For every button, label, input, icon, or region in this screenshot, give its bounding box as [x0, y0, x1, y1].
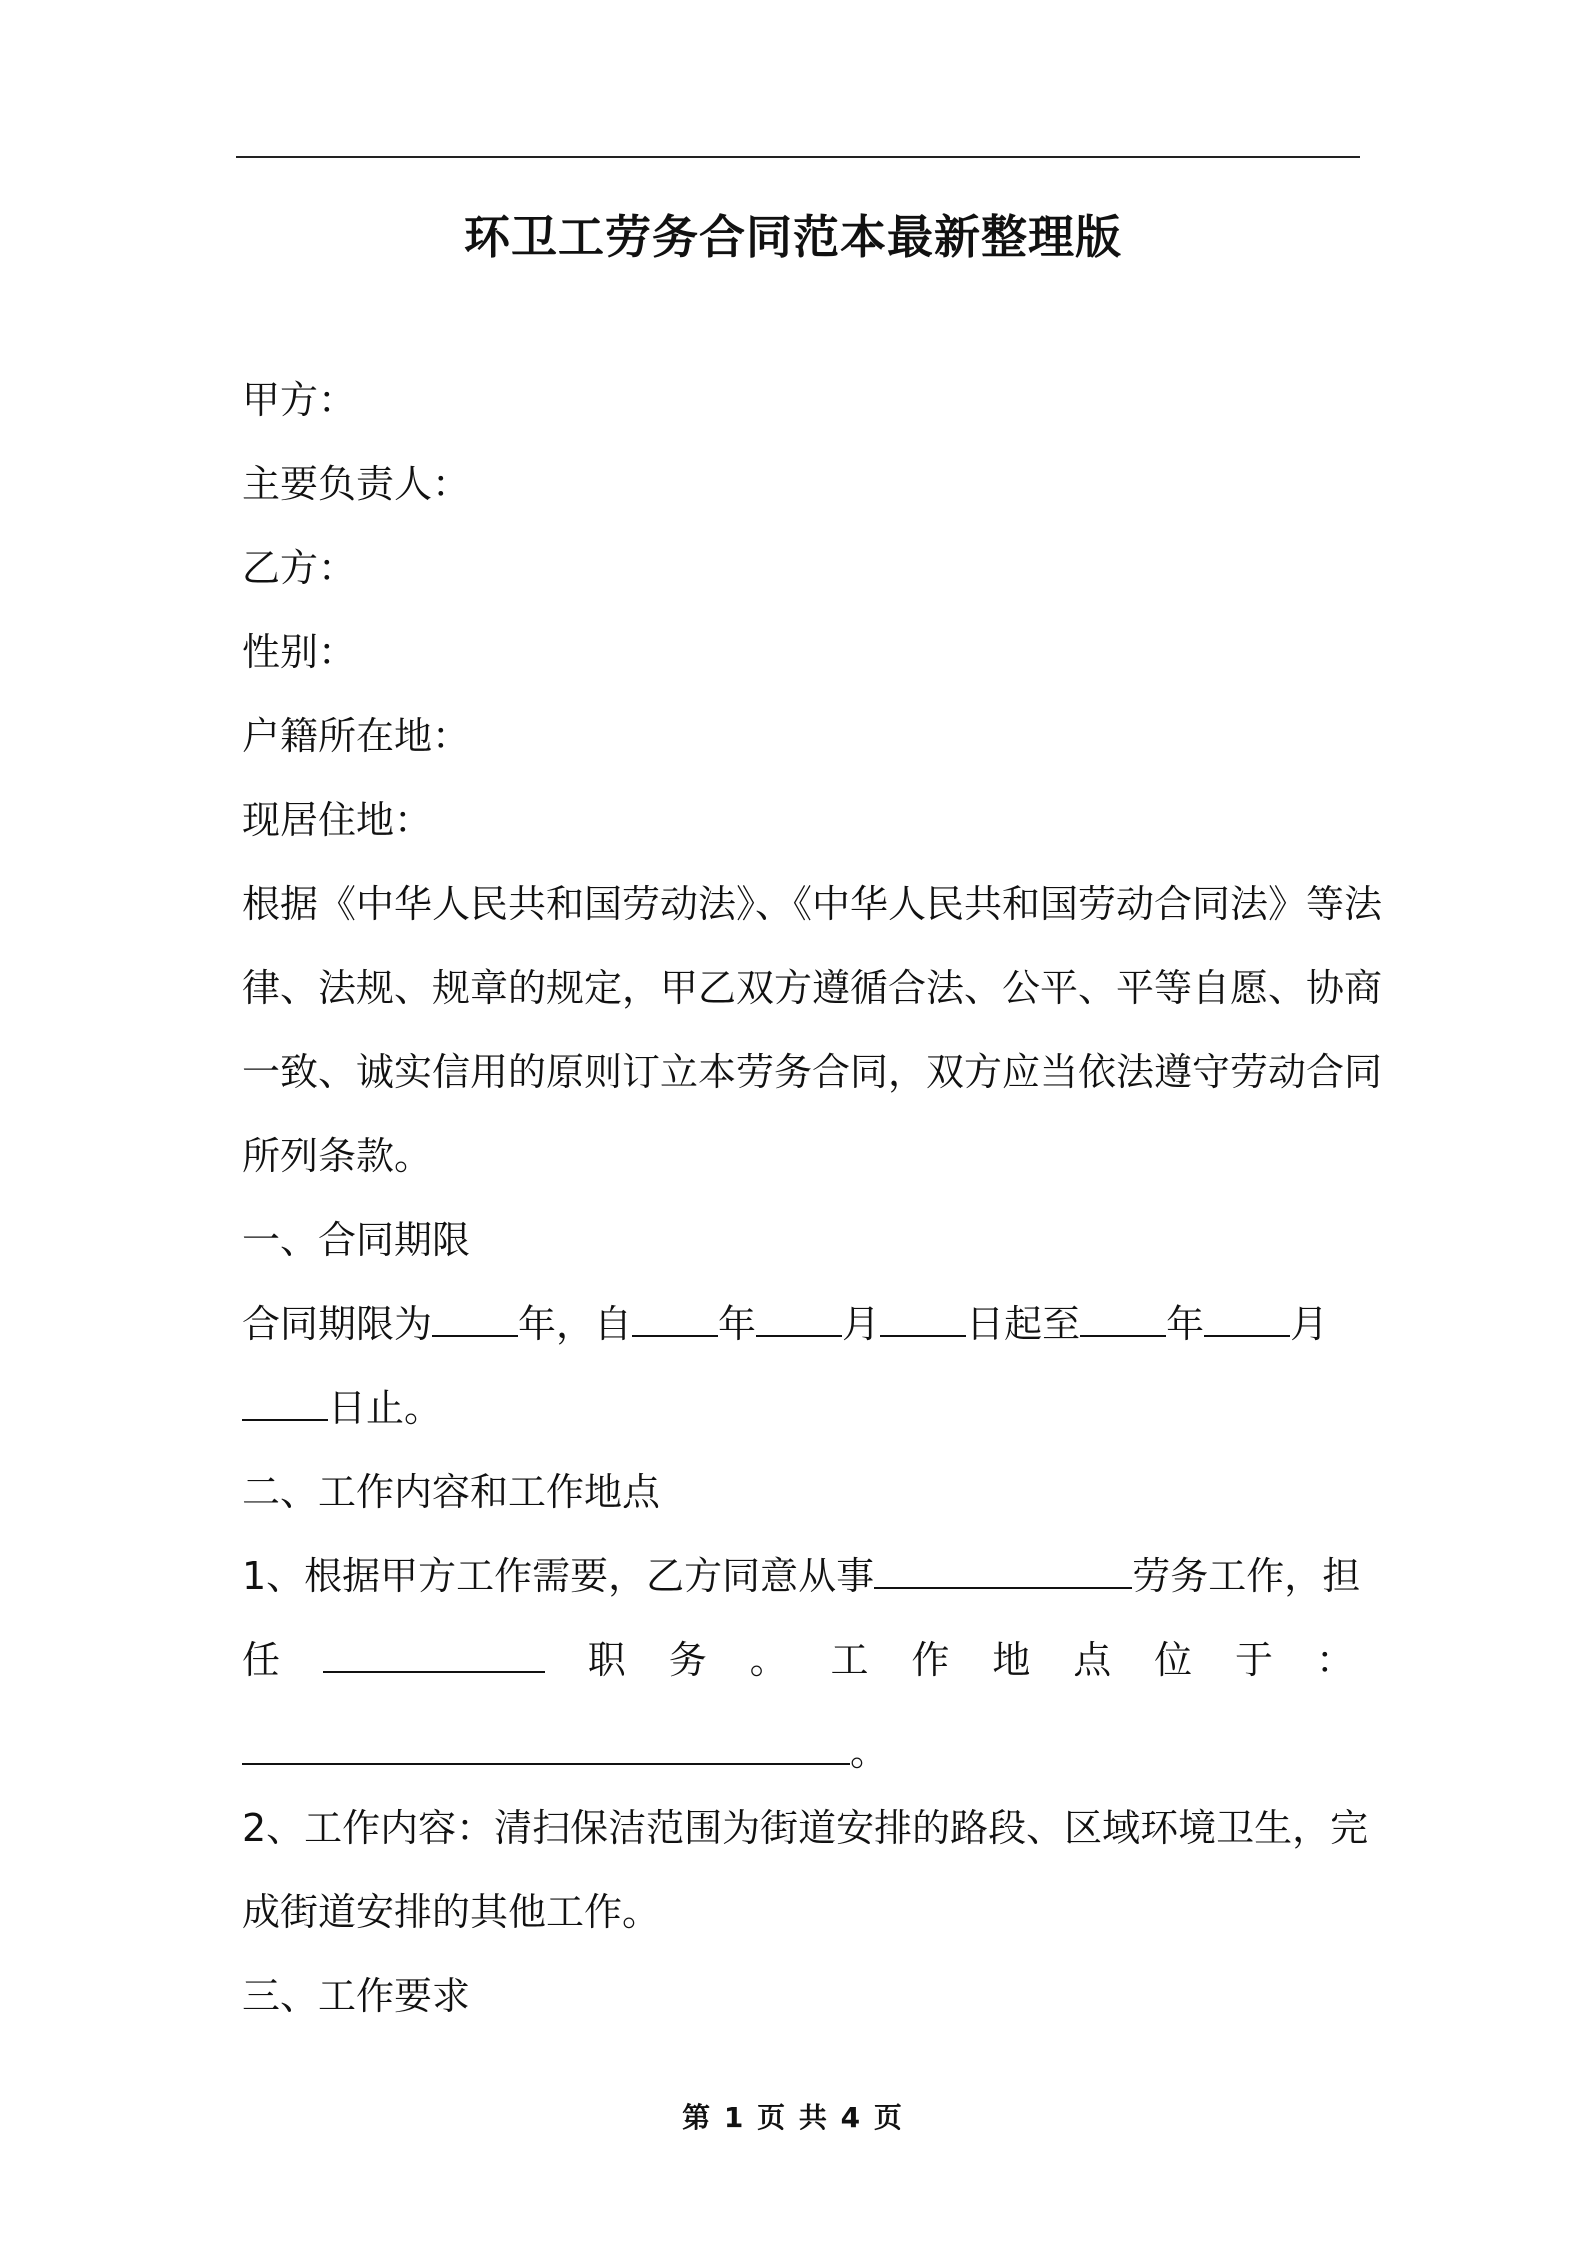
page-number: 第 1 页 共 4 页	[682, 2101, 904, 2134]
post-char: 。	[749, 1638, 788, 1682]
blank-end-day	[242, 1385, 328, 1421]
document-title: 环卫工劳务合同范本最新整理版	[464, 210, 1122, 264]
work-item-1	[242, 1548, 1360, 1604]
post-char: 于	[1235, 1638, 1274, 1682]
post-char: 任	[242, 1638, 281, 1682]
preamble-line: 一致、诚实信用的原则订立本劳务合同，双方应当依法遵守劳动合同	[242, 1050, 1383, 1094]
term-month-label: 月	[842, 1302, 881, 1346]
term-prefix: 合同期限为	[242, 1302, 433, 1346]
post-char: 位	[1154, 1638, 1193, 1682]
section-heading-work: 二、工作内容和工作地点	[242, 1470, 661, 1514]
location-end: 。	[850, 1730, 889, 1774]
blank-start-day	[880, 1301, 966, 1337]
blank-end-year	[1080, 1301, 1166, 1337]
work-item-2: 2、工作内容：清扫保洁范围为街道安排的路段、区域环境卫生，完	[242, 1806, 1369, 1850]
term-day-end: 日止。	[328, 1386, 443, 1430]
work-location-line	[242, 1724, 888, 1780]
preamble-line: 律、法规、规章的规定，甲乙双方遵循合法、公平、平等自愿、协商	[242, 966, 1383, 1010]
blank-post	[323, 1637, 545, 1673]
post-char: 务	[668, 1638, 707, 1682]
section-heading-term: 一、合同期限	[242, 1218, 471, 1262]
blank-years	[432, 1301, 518, 1337]
work-item-1-post-line	[242, 1632, 1354, 1688]
contract-term-line-2	[242, 1380, 442, 1436]
term-day-start: 日起至	[966, 1302, 1081, 1346]
field-party-a: 甲方：	[242, 378, 357, 422]
blank-service-type	[874, 1553, 1132, 1589]
post-char: ：	[1315, 1638, 1354, 1682]
blank-start-month	[756, 1301, 842, 1337]
work-item-2-cont: 成街道安排的其他工作。	[242, 1890, 661, 1934]
field-residence: 现居住地：	[242, 798, 433, 842]
section-heading-requirements: 三、工作要求	[242, 1974, 471, 2018]
field-main-person: 主要负责人：	[242, 462, 471, 506]
post-char: 作	[911, 1638, 950, 1682]
header-rule	[236, 156, 1360, 158]
contract-term-line	[242, 1296, 1328, 1352]
post-char: 职	[587, 1638, 626, 1682]
term-month-end: 月	[1290, 1302, 1329, 1346]
field-household: 户籍所在地：	[242, 714, 471, 758]
blank-end-month	[1204, 1301, 1290, 1337]
post-char: 工	[830, 1638, 869, 1682]
blank-start-year	[632, 1301, 718, 1337]
term-year-end: 年	[1166, 1302, 1205, 1346]
preamble-line: 根据《中华人民共和国劳动法》、《中华人民共和国劳动合同法》等法	[242, 882, 1383, 926]
item1-suffix: 劳务工作，担	[1132, 1554, 1361, 1598]
item1-prefix: 1、根据甲方工作需要，乙方同意从事	[242, 1554, 875, 1598]
term-year-from: 年，自	[518, 1302, 633, 1346]
post-char: 地	[992, 1638, 1031, 1682]
term-year-label: 年	[718, 1302, 757, 1346]
post-char: 点	[1073, 1638, 1112, 1682]
field-party-b: 乙方：	[242, 546, 357, 590]
preamble-line: 所列条款。	[242, 1134, 433, 1178]
blank-location	[242, 1729, 850, 1765]
field-gender: 性别：	[242, 630, 357, 674]
